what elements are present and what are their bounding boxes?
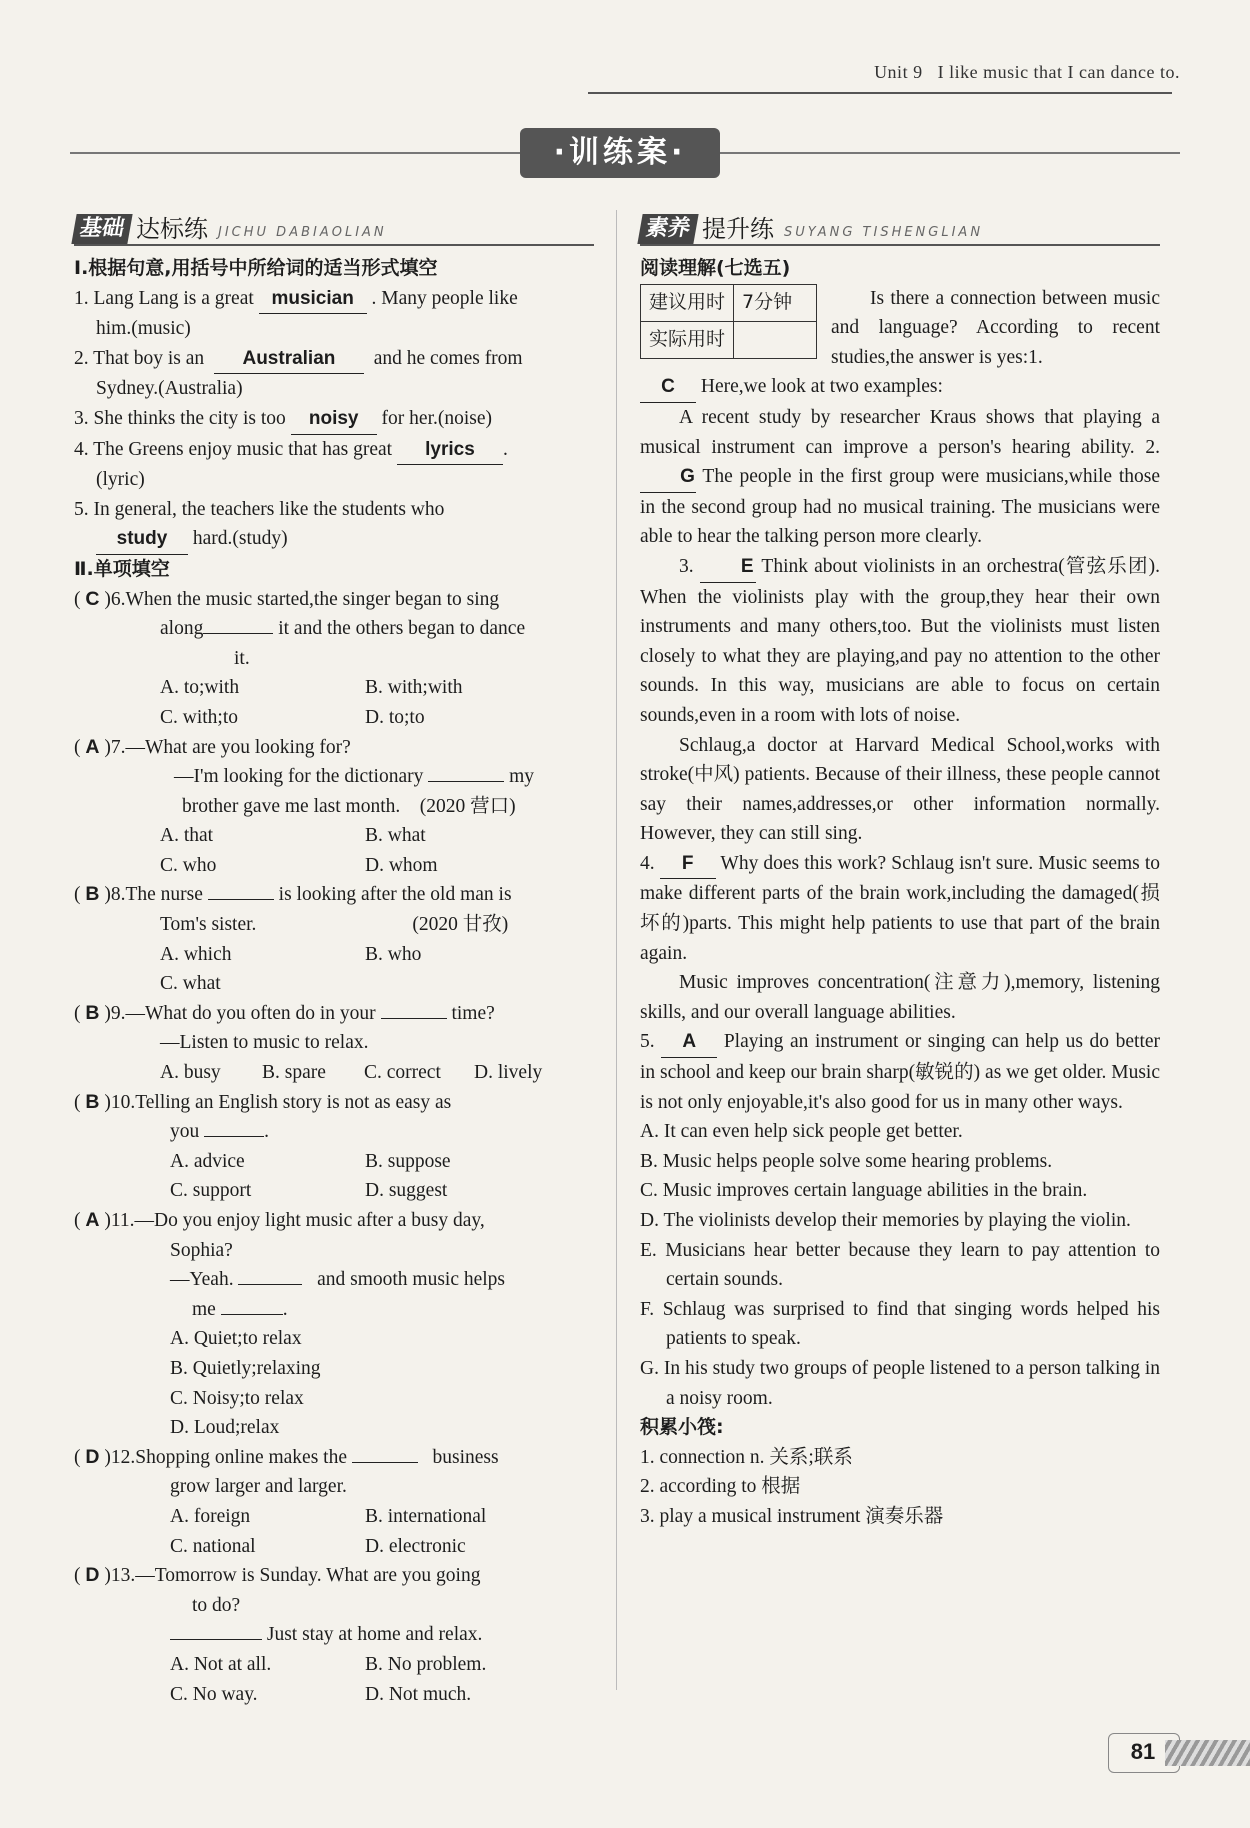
option-e: E. Musicians hear better because they learn to pay attention to certain sounds. — [640, 1239, 1160, 1291]
actual-time-value — [734, 321, 817, 358]
section-pinyin: JICHU DABIAOLIAN — [218, 225, 387, 240]
question-3: 3. She thinks the city is too noisy for her.(noise) — [74, 404, 594, 435]
unit-number: Unit 9 — [874, 62, 923, 82]
page-title: ·训练案· — [520, 128, 720, 178]
question-8: ( B )8.The nurse is looking after the old man is — [74, 883, 512, 906]
section-header-basic — [74, 210, 594, 246]
answer-3: noisy — [291, 404, 377, 435]
answer-4: lyrics — [397, 435, 503, 466]
question-2: 2. That boy is an Australian and he comes from — [74, 344, 594, 375]
options-12: A. foreign B. international — [170, 1505, 487, 1527]
answer-1: musician — [259, 284, 367, 315]
page-stripe-decoration — [1165, 1740, 1250, 1766]
blank-answer-5: A — [661, 1027, 717, 1058]
answer-12: D — [85, 1445, 100, 1468]
question-1: 1. Lang Lang is a great musician . Many people like — [74, 284, 594, 315]
option-b: B. Music helps people solve some hearing problems. — [640, 1150, 1053, 1172]
blank-answer-4: F — [660, 849, 716, 880]
blank-answer-3: E — [700, 552, 756, 583]
vocab-item-2: 2. according to 根据 — [640, 1476, 801, 1498]
page-header — [874, 62, 1180, 83]
section-title: 达标练 — [136, 215, 209, 243]
question-9: ( B )9.—What do you often do in your time? — [74, 1001, 495, 1024]
answer-11: A — [85, 1209, 100, 1231]
options-7: A. that B. what — [160, 825, 426, 847]
answer-8: B — [85, 883, 100, 906]
options-8: A. which B. who — [160, 943, 422, 965]
answer-2: Australian — [214, 344, 364, 375]
column-divider — [616, 210, 617, 1690]
option-a: A. It can even help sick people get better. — [640, 1121, 963, 1143]
header-rule — [588, 92, 1172, 94]
part2-title: Ⅱ.单项填空 — [74, 557, 170, 580]
time-table — [640, 284, 817, 359]
reading-title: 阅读理解(七选五) — [640, 257, 791, 279]
option-c: C. Music improves certain language abilities in the brain. — [640, 1180, 1088, 1202]
question-10: ( B )10.Telling an English story is not as easy as — [74, 1090, 452, 1113]
answer-7: A — [85, 735, 100, 758]
options-9: A. busy B. spare C. correct D. lively — [160, 1062, 543, 1084]
vocab-item-3: 3. play a musical instrument 演奏乐器 — [640, 1505, 944, 1527]
options-6: A. to;with B. with;with — [160, 677, 463, 699]
option-f: F. Schlaug was surprised to find that singing words helped his patients to speak. — [640, 1298, 1160, 1350]
left-column: 基础 达标练 JICHU DABIAOLIAN Ⅰ.根据句意,用括号中所给词的适当形式填空 1. Lang Lang is a great musician . Many people like him.(music) 2. That boy is an Australian and he comes from Sydney.(Australia) 3. She thinks the city is too noisy for her.(noise) 4. The Greens enjoy music that has great lyrics . (lyric) 5. In general, the teachers like the students who study hard.(study) Ⅱ.单项填空 ( C )6.When the music started,the singer began to sing along it and the others began to dance it. A. to;with B. with;with C. with;to D. to;to ( A )7.—What are you looking for? —I'm looking for the dictionary my brother gave me last month. (2020 营口) A. that B. what C. who D. whom ( B )8.The nurse is looking after the old man is Tom's sister. (2020 甘孜) A. which B. who C. what ( B )9.—What do you often do in your time? —Listen to music to relax. A. busy B. spare C. correct D. lively ( B )10.Telling an English story is not as easy as you . A. advice B. suppose C. support D. suggest ( A )11.—Do you enjoy light music after a busy day, Sophia? —Yeah. and smooth music helps me . A. Quiet;to relax B. Quietly;relaxing C. Noisy;to relax D. Loud;relax ( D )12.Shopping online makes the business grow larger and larger. A. foreign B. international C. national D. electronic ( D )13.—Tomorrow is Sunday. What are you going to do? Just stay at home and relax. A. Not at all. B. No problem. C. No way. D. Not much. — [74, 210, 594, 1709]
answer-9: B — [85, 1001, 100, 1024]
answer-6: C — [85, 587, 100, 610]
option-d: D. The violinists develop their memories by playing the violin. — [640, 1210, 1131, 1231]
question-7: ( A )7.—What are you looking for? — [74, 735, 351, 758]
question-4: 4. The Greens enjoy music that has great lyrics . — [74, 435, 594, 466]
options-11: A. Quiet;to relax — [170, 1328, 302, 1350]
section-pinyin: SUYANG TISHENGLIAN — [784, 225, 984, 240]
vocab-item-1: 1. connection n. 关系;联系 — [640, 1446, 853, 1468]
paragraph-5: Music improves concentration(注意力),memory, listening skills, and our overall language abilities. — [640, 972, 1160, 1023]
section-tag: 基础 — [71, 214, 132, 244]
section-title: 提升练 — [702, 215, 775, 243]
answer-13: D — [85, 1564, 100, 1587]
question-11: ( A )11.—Do you enjoy light music after a busy day, — [74, 1209, 485, 1231]
paragraph-4: Schlaug,a doctor at Harvard Medical School,works with stroke(中风) patients. Because of their illness, these people cannot say their names,addresses,or other information normally. However, they can still sing. — [640, 734, 1160, 845]
unit-title: I like music that I can dance to. — [937, 62, 1180, 82]
blank-answer-2: G — [640, 462, 696, 493]
right-column: 素养 提升练 SUYANG TISHENGLIAN 阅读理解(七选五) 建议用时 7分钟 实际用时 Is there a connection between music and language? According to recent studies,the answer is yes:1. C Here,we look at two examples: A recent study by researcher Kraus shows that playing a musical instrument can improve a person's hearing ability. 2. G The people in the first group were musicians,while those in the second group had no musical training. The musicians were able to hear the talking person more clearly. 3. E Think about violinists in an orchestra(管弦乐团). When the violinists play with the group,they hear their own instruments and many others,too. But the violinists must listen closely to what they are playing,and pay no attention to the other sounds. In this way, musicians are able to focus on certain sounds,even in a room with lots of noise. Schlaug,a doctor at Harvard Medical School,works with stroke(中风) patients. Because of their illness, these people cannot say their names,addresses,or other information normally. However, they can still sing. 4. F Why does this work? Schlaug isn't sure. Music seems to make different parts of the brain work,including the damaged(损坏的)parts. This might help patients to use that part of the brain again. Music improves concentration(注意力),memory, listening skills, and our overall language abilities. 5. A Playing an instrument or singing can help us do better in school and keep our brain sharp(敏锐的) as we get older. Music is not only enjoyable,it's also good for us in many other ways. A. It can even help sick people get better. B. Music helps people solve some hearing problems. C. Music improves certain language abilities in the brain. D. The violinists develop their memories by playing the violin. E. Musicians hear better because they learn to pay attention to certain sounds. F. Schlaug was surprised to find that singing words helped his patients to speak. G. In his study two groups of people listened to a person talking in a noisy room. 积累小筏: 1. connection n. 关系;联系 2. according to 根据 3. play a musical instrument 演奏乐器 — [640, 210, 1160, 1532]
blank-answer-1: C — [640, 372, 696, 403]
answer-10: B — [85, 1090, 100, 1113]
options-10: A. advice B. suppose — [170, 1150, 451, 1172]
paragraph-2: A recent study by researcher Kraus shows that playing a musical instrument can improve a person's hearing ability. 2. G The people in the first group were musicians,while those in the second group had no musical training. The musicians were able to hear the talking person more clearly. — [640, 406, 1160, 548]
vocab-title: 积累小筏: — [640, 1416, 724, 1439]
page-number: 81 — [1130, 1739, 1156, 1764]
option-g: G. In his study two groups of people listened to a person talking in a noisy room. — [640, 1357, 1160, 1409]
question-13: ( D )13.—Tomorrow is Sunday. What are you going — [74, 1564, 481, 1587]
actual-time-label: 实际用时 — [641, 321, 734, 358]
question-6: ( C )6.When the music started,the singer began to sing — [74, 587, 500, 610]
question-12: ( D )12.Shopping online makes the business — [74, 1445, 499, 1468]
section-tag: 素养 — [637, 214, 698, 244]
answer-5: study — [96, 524, 188, 555]
options-13: A. Not at all. B. No problem. — [170, 1653, 487, 1675]
part1-title: Ⅰ.根据句意,用括号中所给词的适当形式填空 — [74, 257, 438, 279]
suggested-time-label: 建议用时 — [641, 284, 734, 321]
paragraph-3: 3. E Think about violinists in an orchestra(管弦乐团). When the violinists play with the group,they hear their own instruments and many others,too. But the violinists must listen closely to what they are playing,and pay no attention to the other sounds. In this way, musicians are able to focus on certain sounds,even in a room with lots of noise. — [640, 552, 1160, 731]
question-5: 5. In general, the teachers like the students who — [74, 498, 445, 520]
paragraph-1: Is there a connection between music and language? According to recent studies,the answer is yes:1. — [831, 287, 1160, 368]
suggested-time-value: 7分钟 — [734, 284, 817, 321]
section-header-advanced — [640, 210, 1160, 246]
